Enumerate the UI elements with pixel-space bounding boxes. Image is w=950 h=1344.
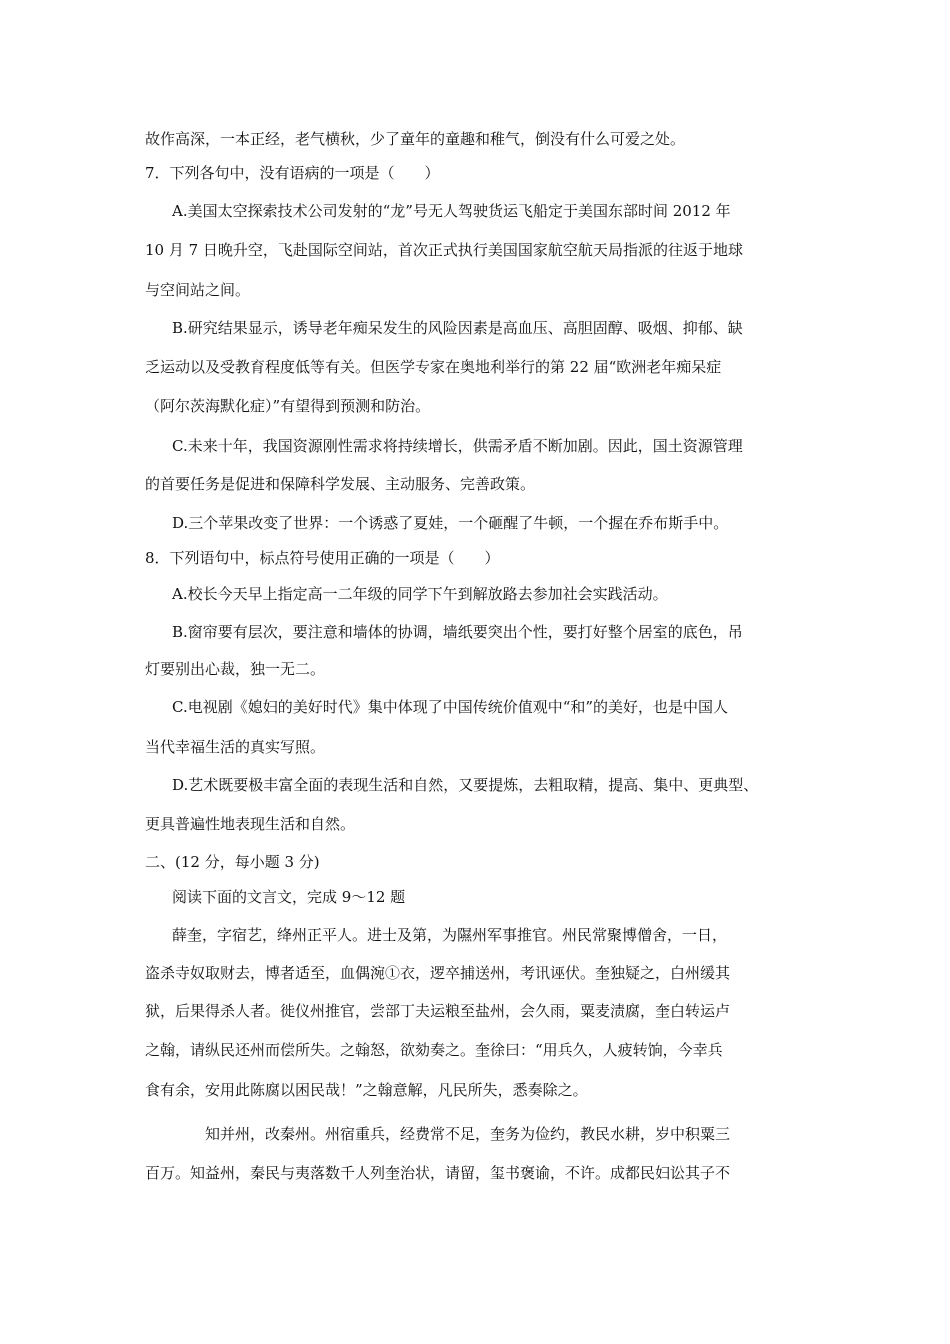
passage-line: 之翰，请纵民还州而偿所失。之翰怒，欲劾奏之。奎徐曰：“用兵久，人疲转饷，今幸兵 [145, 1041, 723, 1059]
section-heading: 二、(12 分，每小题 3 分) [145, 853, 320, 871]
option-7c: C.未来十年，我国资源刚性需求将持续增长，供需矛盾不断加剧。因此，国土资源管理 [172, 437, 743, 455]
option-8c: C.电视剧《媳妇的美好时代》集中体现了中国传统价值观中“和”的美好，也是中国人 [172, 698, 729, 716]
text-line: 灯要别出心裁，独一无二。 [145, 660, 326, 678]
text-line: 10 月 7 日晚升空，飞赴国际空间站，首次正式执行美国国家航空航天局指派的往返于地球 [145, 241, 743, 259]
option-7b: B.研究结果显示，诱导老年痴呆发生的风险因素是高血压、高胆固醇、吸烟、抑郁、缺 [172, 319, 743, 337]
text-line: 当代幸福生活的真实写照。 [145, 738, 326, 756]
option-7a: A.美国太空探索技术公司发射的“龙”号无人驾驶货运飞船定于美国东部时间 2012 年 [172, 202, 731, 220]
passage-line: 知并州，改秦州。州宿重兵，经费常不足，奎务为俭约，教民水耕，岁中积粟三 [205, 1125, 731, 1143]
option-8a: A.校长今天早上指定高一二年级的同学下午到解放路去参加社会实践活动。 [172, 585, 668, 603]
question-7: 7．下列各句中，没有语病的一项是（ ） [145, 164, 440, 182]
text-line: 乏运动以及受教育程度低等有关。但医学专家在奥地利举行的第 22 届“欧洲老年痴呆症 [145, 358, 722, 376]
passage-line: 狱，后果得杀人者。徙仪州推官，尝部丁夫运粮至盐州，会久雨，粟麦渍腐，奎白转运卢 [145, 1002, 731, 1020]
option-8d: D.艺术既要极丰富全面的表现生活和自然，又要提炼，去粗取精，提高、集中、更典型、 [172, 776, 759, 794]
text-line: 的首要任务是促进和保障科学发展、主动服务、完善政策。 [145, 475, 536, 493]
option-7d: D.三个苹果改变了世界：一个诱惑了夏娃，一个砸醒了牛顿，一个握在乔布斯手中。 [172, 514, 729, 532]
option-8b: B.窗帘要有层次，要注意和墙体的协调，墙纸要突出个性，要打好整个居室的底色，吊 [172, 623, 743, 641]
passage-line: 薛奎，字宿艺，绛州正平人。进士及第，为隰州军事推官。州民常聚博僧舍，一日， [172, 926, 728, 944]
passage-line: 盗杀寺奴取财去，博者适至，血偶涴①衣，逻卒捕送州，考讯诬伏。奎独疑之，白州缓其 [145, 964, 731, 982]
text-line: （阿尔茨海默化症）”有望得到预测和防治。 [145, 397, 431, 415]
reading-instruction: 阅读下面的文言文，完成 9～12 题 [172, 888, 406, 906]
passage-line: 食有余，安用此陈腐以困民哉！”之翰意解，凡民所失，悉奏除之。 [145, 1081, 588, 1099]
question-8: 8．下列语句中，标点符号使用正确的一项是（ ） [145, 549, 500, 567]
text-line: 与空间站之间。 [145, 281, 251, 299]
text-line: 更具普遍性地表现生活和自然。 [145, 815, 356, 833]
text-line: 故作高深，一本正经，老气横秋，少了童年的童趣和稚气，倒没有什么可爱之处。 [145, 130, 686, 148]
passage-line: 百万。知益州，秦民与夷落数千人列奎治状，请留，玺书褒谕，不许。成都民妇讼其子不 [145, 1164, 731, 1182]
